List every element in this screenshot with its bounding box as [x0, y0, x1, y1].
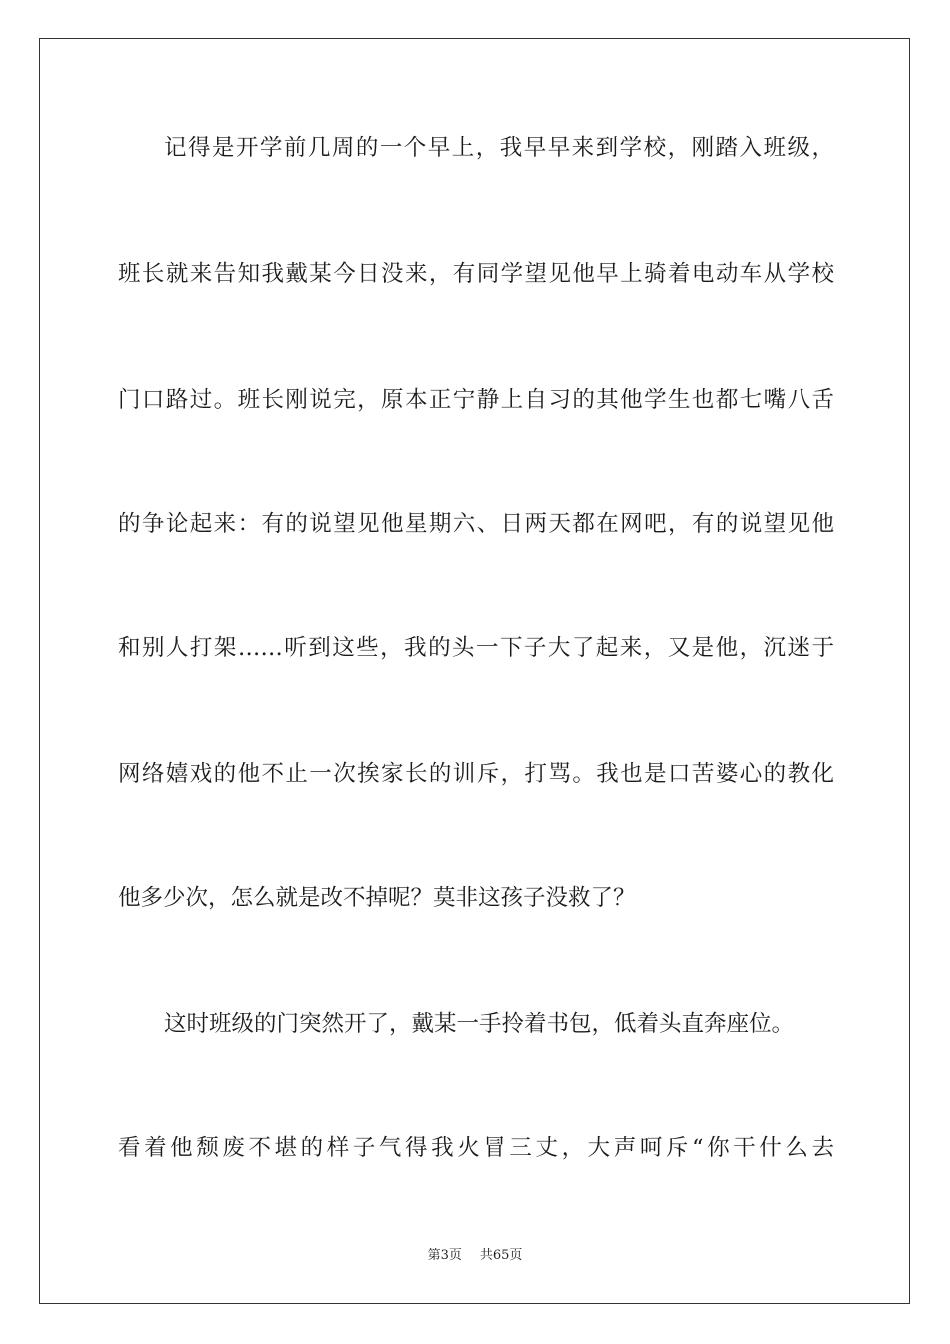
paragraph-1-line-1: 记得是开学前几周的一个早上，我早早来到学校，刚踏入班级，: [164, 135, 834, 161]
paragraph-2-line-2: 看着他颓废不堪的样子气得我火冒三丈，大声呵斥“你干什么去: [118, 1135, 834, 1161]
paragraph-2-line-1: 这时班级的门突然开了，戴某一手拎着书包，低着头直奔座位。: [164, 1011, 795, 1037]
page-border: [39, 38, 910, 1304]
paragraph-1-line-2: 班长就来告知我戴某今日没来，有同学望见他早上骑着电动车从学校: [118, 261, 834, 287]
paragraph-1-line-5: 和别人打架……听到这些，我的头一下子大了起来，又是他，沉迷于: [118, 635, 834, 661]
paragraph-1-line-3: 门口路过。班长刚说完，原本正宁静上自习的其他学生也都七嘴八舌: [118, 387, 834, 413]
paragraph-1-line-6: 网络嬉戏的他不止一次挨家长的训斥，打骂。我也是口苦婆心的教化: [118, 761, 834, 787]
page-number: 第3页: [427, 1248, 462, 1263]
paragraph-1-line-4: 的争论起来：有的说望见他星期六、日两天都在网吧，有的说望见他: [118, 511, 834, 537]
total-pages: 共65页: [479, 1248, 523, 1263]
paragraph-1-line-7: 他多少次，怎么就是改不掉呢？莫非这孩子没救了？: [118, 885, 636, 911]
page-footer: [0, 1246, 950, 1266]
